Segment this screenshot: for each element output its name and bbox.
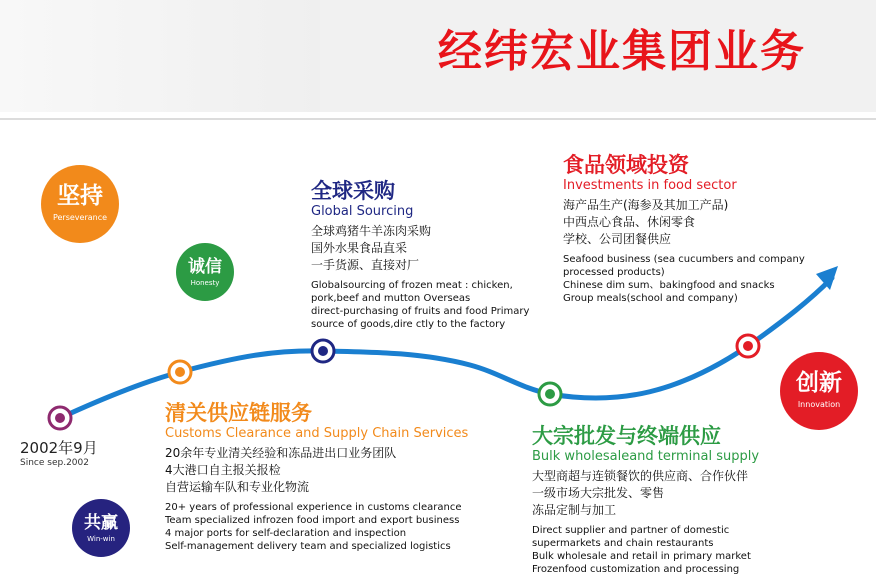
section-line-en: 4 major ports for self-declaration and inspection [165, 528, 407, 539]
section-line-en: processed products) [563, 267, 665, 278]
badge-perseverance [41, 165, 119, 243]
section-line-en: pork,beef and mutton Overseas [311, 293, 471, 304]
badge-winwin-en: Win-win [87, 535, 115, 543]
section-line-cn: 国外水果食品直采 [311, 241, 408, 255]
timeline-node-global [312, 340, 334, 362]
section-title-en: Bulk wholesaleand terminal supply [532, 449, 760, 464]
badge-perseverance-en: Perseverance [52, 213, 108, 222]
badge-honesty-en: Honesty [190, 279, 220, 287]
section-line-cn: 学校、公司团餐供应 [563, 232, 672, 246]
section-line-en: direct-purchasing of fruits and food Primary [311, 306, 530, 317]
section-line-en: Seafood business (sea cucumbers and company [563, 254, 805, 265]
section-line-en: 20+ years of professional experience in customs clearance [165, 502, 462, 513]
section-title-en: Customs Clearance and Supply Chain Services [165, 426, 469, 441]
section-line-en: Direct supplier and partner of domestic [532, 525, 730, 536]
section-line-cn: 全球鸡猪牛羊冻肉采购 [311, 224, 432, 238]
section-line-en: Chinese dim sum、bakingfood and snacks [563, 280, 775, 291]
section-food-investment [563, 152, 805, 305]
section-title-en: Investments in food sector [563, 178, 737, 193]
section-line-cn: 4大港口自主报关报检 [165, 463, 281, 477]
section-line-cn: 20余年专业清关经验和冻品进出口业务团队 [165, 446, 397, 460]
section-line-cn: 一级市场大宗批发、零售 [532, 486, 665, 500]
section-title-cn: 清关供应链服务 [165, 401, 312, 425]
badge-innovation-cn: 创新 [796, 370, 842, 396]
timeline-node-start [49, 407, 71, 429]
section-customs [165, 400, 468, 553]
section-line-cn: 海产品生产(海参及其加工产品) [563, 198, 729, 212]
section-line-en: Frozenfood customization and processing [532, 564, 740, 575]
section-line-en: Group meals(school and company) [563, 293, 738, 304]
section-line-en: Team specialized infrozen food import and export business [165, 515, 460, 526]
badge-honesty-cn: 诚信 [188, 257, 222, 277]
section-title-cn: 全球采购 [311, 179, 395, 203]
badge-winwin [72, 499, 130, 557]
section-line-cn: 一手货源、直接对厂 [311, 258, 420, 272]
badge-honesty [176, 243, 234, 301]
timeline-node-bulk [539, 383, 561, 405]
timeline-start-date-en: Since sep.2002 [20, 458, 89, 468]
section-title-en: Global Sourcing [311, 204, 414, 219]
badge-innovation [780, 352, 858, 430]
timeline-start-date: 2002年9月 [20, 439, 98, 457]
section-line-en: supermarkets and chain restaurants [532, 538, 714, 549]
section-global-sourcing [311, 178, 529, 331]
timeline-node-customs [169, 361, 191, 383]
badge-winwin-cn: 共赢 [84, 513, 118, 533]
section-line-cn: 中西点心食品、休闲零食 [563, 215, 696, 229]
section-title-cn: 食品领域投资 [563, 153, 689, 177]
page-title: 经纬宏业集团业务 [438, 26, 806, 77]
section-title-cn: 大宗批发与终端供应 [532, 424, 721, 448]
section-line-cn: 大型商超与连锁餐饮的供应商、合作伙伴 [532, 469, 749, 483]
arrow-head-icon [816, 266, 838, 290]
badge-perseverance-cn: 坚持 [57, 183, 103, 209]
section-line-en: source of goods,dire ctly to the factory [311, 319, 506, 330]
section-line-en: Bulk wholesale and retail in primary market [532, 551, 751, 562]
badge-innovation-en: Innovation [797, 400, 841, 409]
section-line-en: Globalsourcing of frozen meat : chicken, [311, 280, 513, 291]
timeline-node-food [737, 335, 759, 357]
section-line-cn: 冻品定制与加工 [532, 503, 617, 517]
section-line-cn: 自营运输车队和专业化物流 [165, 480, 310, 494]
section-line-en: Self-management delivery team and specialized logistics [165, 541, 451, 552]
section-bulk-supply [532, 423, 759, 576]
